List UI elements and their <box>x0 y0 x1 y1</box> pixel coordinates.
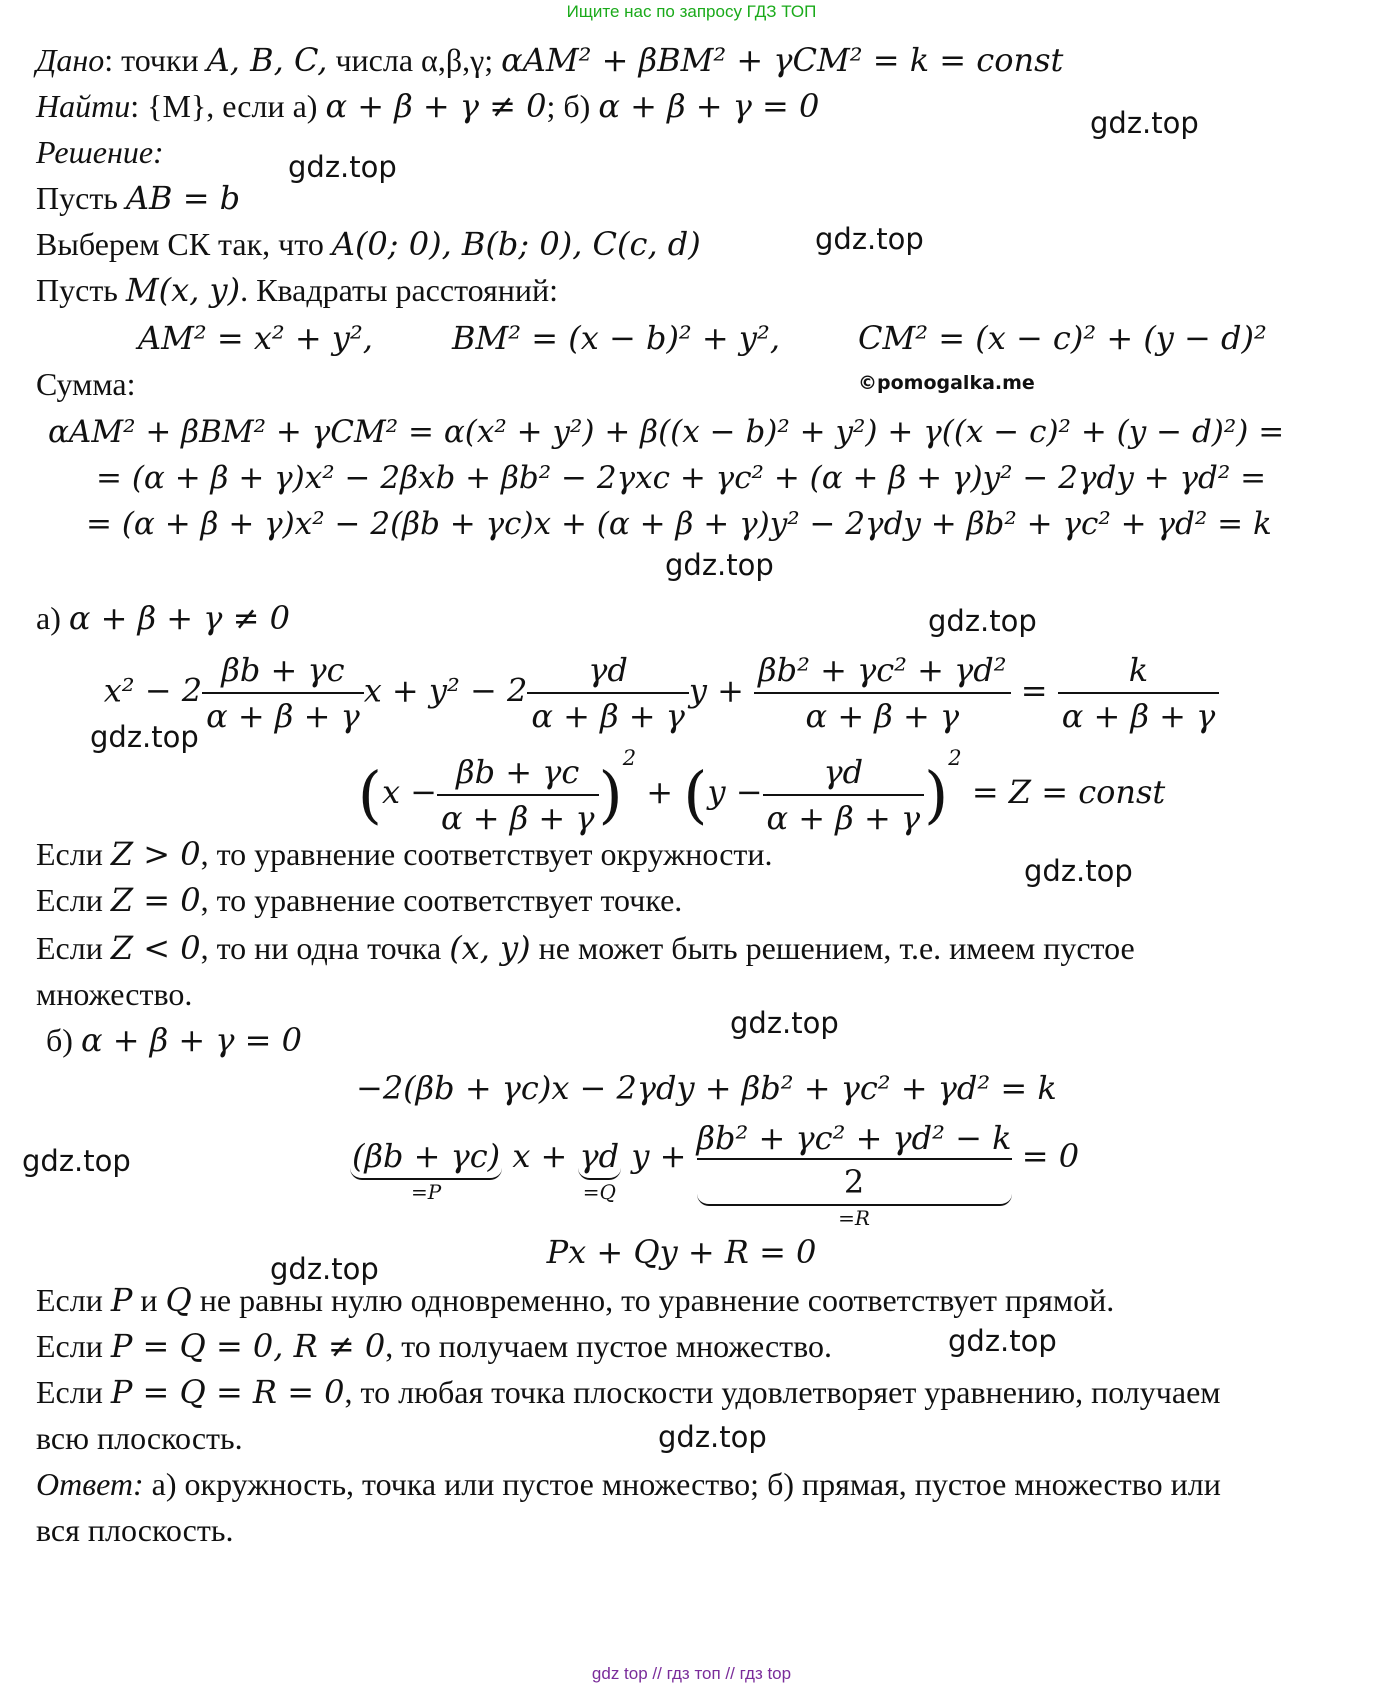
watermark: gdz.top <box>270 1252 379 1286</box>
given-label: Дано <box>36 42 105 78</box>
case-b-equation-2 <box>350 1118 1079 1230</box>
watermark: gdz.top <box>658 1420 767 1454</box>
formula: Q <box>165 1281 192 1319</box>
case-b-line-1 <box>36 1278 1114 1322</box>
case-b-cond: α + β + γ = 0 <box>80 1021 302 1059</box>
eq1-frac-3 <box>754 648 1010 738</box>
brace-label: =Q <box>582 1180 616 1204</box>
brace-p <box>350 1134 502 1204</box>
let-m-formula: M(x, y) <box>125 271 241 309</box>
formula: Z < 0 <box>110 929 201 967</box>
paren-close: ) <box>924 758 949 831</box>
given-text-b: числа α,β,γ; <box>327 42 502 78</box>
case-b-label: б) <box>46 1022 81 1058</box>
let-ab-text: Пусть <box>36 180 126 216</box>
eq2-plus: + <box>646 773 674 811</box>
given-line <box>36 38 1063 82</box>
given-text-a: : точки <box>104 42 207 78</box>
frac-num: βb + γc <box>456 752 580 791</box>
formula: (x, y) <box>449 929 531 967</box>
formula: P = Q = R = 0 <box>110 1373 345 1411</box>
frac-den: α + β + γ <box>437 794 599 840</box>
brace-q <box>578 1134 622 1204</box>
answer-label: Ответ: <box>36 1466 144 1502</box>
eq2-frac-1 <box>437 750 599 840</box>
frac-den: 2 <box>697 1158 1012 1206</box>
answer-line <box>36 1462 1221 1506</box>
watermark: gdz.top <box>22 1144 131 1178</box>
brace-label: =R <box>838 1206 870 1230</box>
case-a-line-3 <box>36 926 1135 970</box>
eq1-mid-2: y + <box>688 671 744 710</box>
text: не может быть решением, т.е. имеем пустое <box>530 930 1135 966</box>
square-exponent: 2 <box>948 746 962 770</box>
case-a-line-2 <box>36 878 682 922</box>
eq1-frac-1 <box>202 648 364 738</box>
case-a-cond: α + β + γ ≠ 0 <box>68 599 290 637</box>
watermark: gdz.top <box>1090 106 1199 140</box>
case-b-equation-3: Px + Qy + R = 0 <box>546 1233 817 1271</box>
watermark: gdz.top <box>90 720 199 754</box>
solution-label: Решение: <box>36 134 164 170</box>
answer-text: а) окружность, точка или пустое множество; б) прямая, пустое множество или <box>143 1466 1221 1502</box>
text: Если <box>36 836 111 872</box>
case-b-line-2 <box>36 1324 832 1368</box>
given-formula: αAM² + βBM² + γCM² = k = const <box>501 41 1064 79</box>
paren-close: ) <box>598 758 623 831</box>
frac-num: βb² + γc² + γd² − k <box>696 1119 1012 1157</box>
eq1-equals: = <box>1020 671 1048 710</box>
choose-cs-line <box>36 222 701 266</box>
answer-tail: вся плоскость. <box>36 1512 234 1548</box>
find-text-a: : {M}, если а) <box>130 88 326 124</box>
case-b-equation-1: −2(βb + γc)x − 2γdy + βb² + γc² + γd² = k <box>356 1069 1057 1107</box>
find-text-b: ; б) <box>546 88 599 124</box>
copyright-mark: ©pomogalka.me <box>858 372 1035 394</box>
case-b-line-3 <box>36 1370 1221 1414</box>
frac-den: α + β + γ <box>763 794 925 840</box>
case-a-line-1 <box>36 832 773 876</box>
text: , то получаем пустое множество. <box>385 1328 833 1364</box>
let-ab-line <box>36 176 240 220</box>
let-m-text-a: Пусть <box>36 272 126 308</box>
frac-den: α + β + γ <box>1058 692 1220 738</box>
watermark: gdz.top <box>288 150 397 184</box>
case-a-equation-2 <box>70 746 1383 840</box>
text: не равны нулю одновременно, то уравнение соответствует прямой. <box>191 1282 1115 1318</box>
let-m-line <box>36 268 558 312</box>
given-points: A, B, C, <box>206 41 328 79</box>
choose-cs-text: Выберем СК так, что <box>36 226 332 262</box>
frac-den: α + β + γ <box>527 692 689 738</box>
distance-am: AM² = x² + y², <box>138 319 373 357</box>
paren-open: ( <box>683 758 708 831</box>
text: Если <box>36 930 111 966</box>
watermark: gdz.top <box>815 222 924 256</box>
case-a-label: а) <box>36 600 69 636</box>
frac-num: γd <box>823 752 864 791</box>
text: , то любая точка плоскости удовлетворяет уравнению, получаем <box>344 1374 1221 1410</box>
text: Если <box>36 882 111 918</box>
sum-label: Сумма: <box>36 366 136 402</box>
eq2-frac-2 <box>763 750 925 840</box>
watermark: gdz.top <box>665 548 774 582</box>
distance-bm: BM² = (x − b)² + y², <box>452 319 780 357</box>
case-a-header <box>36 596 290 640</box>
find-label: Найти <box>36 88 131 124</box>
formula: Z = 0 <box>110 881 201 919</box>
distance-cm: CM² = (x − c)² + (y − d)² <box>858 319 1267 357</box>
formula: P = Q = 0, R ≠ 0 <box>110 1327 386 1365</box>
find-cond-a: α + β + γ ≠ 0 <box>325 87 547 125</box>
sum-line-2: = (α + β + γ)x² − 2βxb + βb² − 2γxc + γc² + (α + β + γ)y² − 2γdy + γd² = <box>96 460 1267 496</box>
eq-x: x + <box>512 1137 568 1175</box>
paren-open: ( <box>357 758 382 831</box>
case-b-line-tail: всю плоскость. <box>36 1420 243 1456</box>
brace-content: (βb + γc) <box>350 1134 502 1180</box>
frac-den: α + β + γ <box>202 692 364 738</box>
let-m-text-b: . Квадраты расстояний: <box>240 272 559 308</box>
frac-num: k <box>1128 651 1149 689</box>
eq1-x2: x² − 2 <box>103 671 203 710</box>
case-a-equation-1 <box>0 648 1353 738</box>
text: Если <box>36 1374 111 1410</box>
frac-num: βb + γc <box>221 651 345 689</box>
square-exponent: 2 <box>622 746 637 770</box>
frac-num: γd <box>588 651 628 689</box>
choose-cs-formula: A(0; 0), B(b; 0), C(c, d) <box>331 225 701 263</box>
text: Если <box>36 1328 111 1364</box>
eq1-frac-2 <box>527 648 689 738</box>
watermark: gdz.top <box>1024 854 1133 888</box>
frac-num: βb² + γc² + γd² <box>758 651 1007 689</box>
frac-den: α + β + γ <box>754 692 1010 738</box>
brace-content: γd <box>578 1134 622 1180</box>
formula: P <box>110 1281 133 1319</box>
top-banner[interactable]: Ищите нас по запросу ГДЗ ТОП <box>566 2 817 21</box>
eq2-rhs: = Z = const <box>971 773 1166 811</box>
find-cond-b: α + β + γ = 0 <box>598 87 820 125</box>
brace-label: =P <box>410 1180 442 1204</box>
bottom-banner[interactable]: gdz top // гдз топ // гдз top <box>591 1664 792 1683</box>
watermark: gdz.top <box>948 1324 1057 1358</box>
watermark: gdz.top <box>928 604 1037 638</box>
case-a-line-tail: множество. <box>36 976 193 1012</box>
eq2-y: y − <box>707 773 763 811</box>
let-ab-formula: AB = b <box>125 179 241 217</box>
eq2-x: x − <box>381 773 437 811</box>
eq-rhs: = 0 <box>1021 1137 1080 1175</box>
case-b-header <box>46 1018 302 1062</box>
brace-r <box>697 1118 1012 1230</box>
eq1-mid-1: x + y² − 2 <box>363 671 528 710</box>
text: , то уравнение соответствует окружности. <box>200 836 773 872</box>
find-line <box>36 84 819 128</box>
sum-line-1: αAM² + βBM² + γCM² = α(x² + y²) + β((x − b)² + y²) + γ((x − c)² + (y − d)²) = <box>48 414 1285 450</box>
text: , то уравнение соответствует точке. <box>200 882 683 918</box>
watermark: gdz.top <box>730 1006 839 1040</box>
formula: Z > 0 <box>110 835 201 873</box>
sum-line-3: = (α + β + γ)x² − 2(βb + γc)x + (α + β + γ)y² − 2γdy + βb² + γc² + γd² = k <box>86 506 1272 542</box>
eq1-frac-4 <box>1058 648 1220 738</box>
text: Если <box>36 1282 111 1318</box>
text: , то ни одна точка <box>200 930 450 966</box>
text: и <box>132 1282 166 1318</box>
eq-y: y + <box>631 1137 687 1175</box>
